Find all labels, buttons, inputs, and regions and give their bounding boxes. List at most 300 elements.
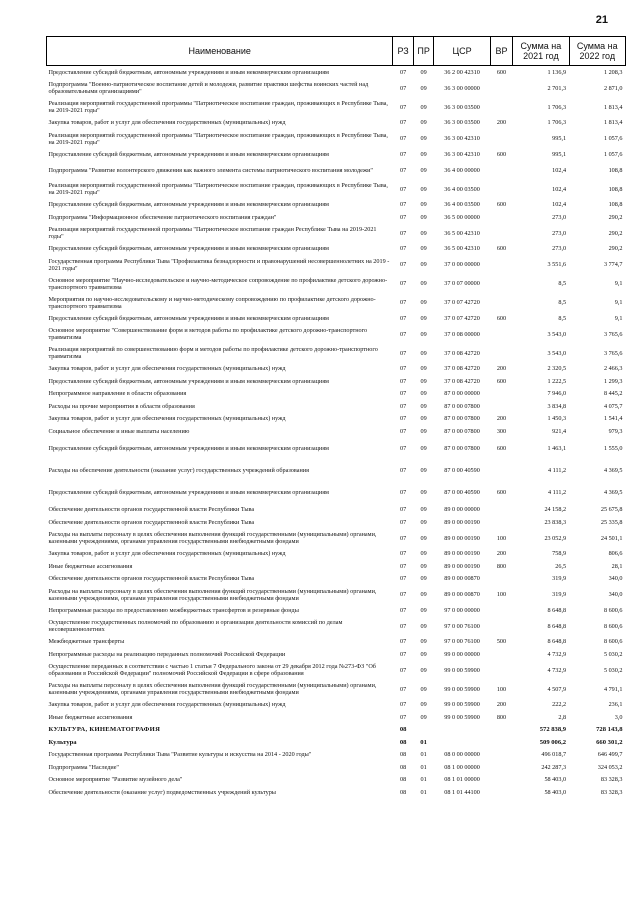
- row-rz: 07: [400, 314, 407, 322]
- row-csr: 36 5 00 42310: [444, 229, 480, 237]
- row-pr: 09: [420, 280, 427, 287]
- row-sum-2021: 3 543,0: [547, 330, 567, 338]
- row-sum-2021: 496 018,7: [541, 751, 567, 759]
- row-name: Реализация мероприятий государственной программы "Патриотическое воспитание граждан, проживающих в Республике Тыва, на 2019-2021 годы": [48, 182, 388, 196]
- row-name: Государственная программа Республики Тыва "Профилактика безнадзорности и правонарушений несовершеннолетних на 2019 - 2021 годы": [48, 257, 390, 272]
- row-rz: 07: [400, 562, 407, 570]
- row-sum-2021: 4 732,9: [547, 650, 567, 658]
- row-rz: 07: [400, 84, 407, 92]
- row-pr: 09: [420, 650, 427, 658]
- row-pr: 09: [420, 103, 427, 111]
- row-vr: [490, 325, 513, 344]
- row-rz: 07: [400, 68, 407, 76]
- row-sum-2021: 102,4: [552, 201, 567, 209]
- row-pr: 09: [420, 534, 427, 542]
- row-vr: 600: [496, 445, 507, 452]
- row-csr: 89 0 00 00190: [444, 534, 480, 542]
- row-sum-2021: 2,8: [558, 713, 567, 721]
- row-rz: 07: [400, 713, 407, 721]
- row-vr: [490, 161, 513, 180]
- table-row: [47, 224, 626, 243]
- row-sum-2022: 8 600,6: [603, 638, 623, 646]
- row-sum-2021: 3 543,0: [547, 349, 567, 357]
- row-rz: 07: [400, 427, 407, 435]
- row-rz: 07: [400, 415, 407, 423]
- row-sum-2022: 290,2: [608, 229, 623, 237]
- row-sum-2021: 8,5: [558, 314, 567, 322]
- row-pr: 09: [420, 150, 427, 158]
- row-csr: 36 5 00 42310: [444, 245, 480, 253]
- table-row: [47, 117, 626, 130]
- row-sum-2021: 273,0: [552, 229, 567, 237]
- row-sum-2021: 3 551,6: [547, 261, 567, 268]
- table-row: [47, 79, 626, 98]
- row-name: Предоставление субсидий бюджетным, автономным учреждениям и иным некоммерческим организациям: [48, 150, 329, 158]
- row-vr: 100: [496, 591, 507, 598]
- row-csr: 89 0 00 00190: [444, 550, 480, 558]
- row-sum-2021: 4 732,9: [547, 666, 567, 674]
- row-vr: 600: [496, 314, 507, 322]
- row-csr: 97 0 00 76100: [444, 622, 480, 630]
- row-name: Иные бюджетные ассигнования: [48, 562, 133, 570]
- col-header-rz: РЗ: [393, 37, 413, 66]
- row-rz: 07: [400, 150, 407, 158]
- row-vr: 600: [496, 245, 507, 253]
- row-sum-2022: 1 057,6: [603, 150, 623, 158]
- row-vr: [490, 180, 513, 199]
- row-csr: 87 0 00 07800: [444, 402, 480, 410]
- row-vr: [490, 224, 513, 243]
- row-csr: 36 3 00 42310: [444, 150, 480, 158]
- row-pr: 01: [420, 776, 427, 784]
- table-row: [47, 460, 626, 482]
- row-pr: 09: [420, 427, 427, 435]
- row-vr: [490, 460, 513, 482]
- row-rz: 07: [400, 166, 407, 174]
- table-row: [47, 617, 626, 636]
- row-name: Расходы на обеспечение деятельности (оказание услуг) государственных учреждений образования: [48, 467, 309, 474]
- row-csr: 99 0 00 59900: [444, 701, 480, 709]
- table-row: [47, 516, 626, 529]
- row-sum-2021: 102,4: [552, 185, 567, 193]
- row-name: Реализация мероприятий государственной программы "Патриотическое воспитание граждан, проживающих в Республике Тыва, на 2019-2021 годы": [48, 131, 388, 146]
- row-vr: [490, 774, 513, 787]
- row-vr: 600: [496, 68, 507, 76]
- row-vr: 600: [496, 489, 507, 496]
- row-pr: 09: [420, 166, 427, 174]
- row-sum-2021: 2 320,5: [547, 365, 567, 373]
- table-header-row: [47, 37, 626, 66]
- row-rz: 07: [400, 330, 407, 338]
- row-sum-2022: 236,1: [608, 701, 623, 709]
- row-csr: 36 3 00 03500: [444, 119, 480, 127]
- row-rz: 07: [400, 666, 407, 674]
- row-rz: 07: [400, 550, 407, 558]
- row-csr: 37 0 08 42720: [444, 365, 480, 373]
- row-rz: 07: [400, 365, 407, 373]
- row-sum-2021: 995,1: [552, 135, 567, 142]
- table-row: [47, 161, 626, 180]
- budget-table: [46, 36, 626, 799]
- table-row: [47, 400, 626, 413]
- table-row: [47, 363, 626, 376]
- row-csr: 89 0 00 00190: [444, 518, 480, 526]
- row-csr: 89 0 00 00870: [444, 575, 480, 583]
- row-rz: 07: [400, 349, 407, 357]
- row-pr: 09: [420, 299, 427, 306]
- table-row: [47, 129, 626, 148]
- row-sum-2022: 24 501,1: [600, 534, 623, 542]
- row-sum-2021: 4 111,2: [547, 467, 567, 474]
- row-name: Закупка товаров, работ и услуг для обеспечения государственных (муниципальных) нужд: [48, 415, 286, 423]
- row-csr: 99 0 00 00000: [444, 650, 480, 658]
- table-row: [47, 504, 626, 517]
- row-csr: [434, 736, 490, 749]
- row-vr: [490, 661, 513, 680]
- row-name: Предоставление субсидий бюджетным, автономным учреждениям и иным некоммерческим организациям: [48, 201, 329, 209]
- row-sum-2021: 921,4: [552, 427, 567, 435]
- row-pr: 09: [420, 666, 427, 674]
- page-number: 21: [595, 14, 608, 26]
- row-name: КУЛЬТУРА, КИНЕМАТОГРАФИЯ: [48, 726, 161, 734]
- row-csr: [434, 724, 490, 737]
- row-vr: 300: [496, 427, 507, 435]
- row-sum-2022: 83 328,3: [600, 788, 623, 796]
- row-sum-2022: 1 057,6: [603, 135, 623, 142]
- row-csr: 37 0 07 42720: [444, 299, 480, 306]
- row-rz: 07: [400, 390, 407, 398]
- row-pr: 09: [420, 135, 427, 142]
- row-sum-2022: 324 053,2: [597, 763, 623, 771]
- row-pr: 09: [420, 591, 427, 598]
- table-row: [47, 438, 626, 460]
- row-vr: [490, 129, 513, 148]
- row-pr: 09: [420, 489, 427, 496]
- row-pr: 09: [420, 467, 427, 474]
- row-vr: 800: [496, 562, 507, 570]
- row-pr: 09: [420, 622, 427, 630]
- row-rz: 08: [399, 726, 407, 734]
- row-sum-2022: 340,0: [608, 591, 623, 598]
- row-pr: [413, 724, 433, 737]
- row-rz: 07: [400, 518, 407, 526]
- table-row: [47, 736, 626, 749]
- row-pr: 09: [420, 314, 427, 322]
- row-pr: 01: [420, 788, 427, 796]
- row-rz: 07: [400, 650, 407, 658]
- row-vr: [490, 749, 513, 762]
- row-vr: [490, 211, 513, 224]
- row-name: Основное мероприятие "Научно-исследовательское и научно-методическое сопровождение по профилактике детского дорожно-транспортного травматизма: [48, 276, 388, 291]
- row-vr: [490, 98, 513, 117]
- row-sum-2021: 8 648,8: [547, 622, 567, 630]
- table-row: [47, 761, 626, 774]
- row-sum-2022: 108,8: [608, 166, 623, 174]
- row-sum-2021: 995,1: [552, 150, 567, 158]
- row-csr: 08 1 01 00000: [444, 776, 480, 784]
- row-csr: 87 0 00 40590: [444, 467, 480, 474]
- table-row: [47, 749, 626, 762]
- row-pr: 01: [420, 763, 427, 771]
- row-rz: 07: [400, 685, 407, 693]
- table-row: [47, 680, 626, 699]
- row-sum-2021: 4 507,9: [547, 685, 567, 693]
- row-name: Непрограммные расходы по предоставлению межбюджетных трансфертов и резервные фонды: [48, 606, 299, 614]
- row-sum-2022: 9,1: [614, 299, 623, 306]
- table-body: [47, 66, 626, 799]
- row-name: Подпрограмма "Наследие": [48, 763, 119, 771]
- row-csr: 99 0 00 59900: [444, 666, 480, 674]
- row-sum-2021: 8,5: [558, 299, 567, 306]
- row-pr: 09: [420, 84, 427, 92]
- row-name: Реализация мероприятий по совершенствованию форм и методов работы по профилактике детского дорожно-транспортного травматизма: [48, 346, 378, 360]
- row-pr: 09: [420, 229, 427, 237]
- row-csr: 37 0 07 42720: [444, 314, 480, 322]
- row-rz: 07: [400, 245, 407, 253]
- row-name: Обеспечение деятельности (оказание услуг) подведомственных учреждений культуры: [48, 788, 276, 796]
- row-rz: 07: [400, 402, 407, 410]
- row-csr: 99 0 00 59900: [444, 713, 480, 721]
- row-name: Культура: [48, 738, 77, 746]
- row-pr: 09: [420, 638, 427, 646]
- row-rz: 07: [400, 229, 407, 237]
- row-name: Предоставление субсидий бюджетным, автономным учреждениям и иным некоммерческим организациям: [48, 245, 329, 253]
- row-sum-2022: 979,3: [608, 427, 623, 435]
- row-sum-2022: 4 075,7: [603, 402, 623, 410]
- table-row: [47, 560, 626, 573]
- row-sum-2022: 290,2: [608, 245, 623, 253]
- row-pr: 09: [420, 119, 427, 127]
- row-sum-2021: 1 222,5: [547, 377, 567, 385]
- table-row: [47, 312, 626, 325]
- row-name: Социальное обеспечение и иные выплаты населению: [48, 427, 190, 435]
- row-sum-2021: 23 838,3: [544, 518, 567, 526]
- row-name: Непрограммные расходы на реализацию переданных полномочий Российской Федерации: [48, 650, 286, 658]
- row-name: Предоставление субсидий бюджетным, автономным учреждениям и иным некоммерческим организациям: [48, 68, 329, 76]
- row-csr: 37 0 08 42720: [444, 349, 480, 357]
- row-rz: 07: [400, 185, 407, 193]
- row-csr: 87 0 00 07800: [444, 427, 480, 435]
- row-sum-2021: 2 701,3: [547, 84, 567, 92]
- row-vr: [490, 79, 513, 98]
- row-name: Закупка товаров, работ и услуг для обеспечения государственных (муниципальных) нужд: [48, 701, 286, 709]
- table-row: [47, 604, 626, 617]
- row-csr: 37 0 00 00000: [444, 261, 480, 268]
- row-vr: 500: [496, 638, 507, 646]
- row-sum-2021: 4 111,2: [547, 489, 567, 496]
- row-sum-2022: 108,8: [608, 201, 623, 209]
- row-name: Закупка товаров, работ и услуг для обеспечения государственных (муниципальных) нужд: [48, 365, 286, 373]
- row-sum-2021: 572 838,9: [539, 726, 567, 734]
- row-name: Обеспечение деятельности органов государственной власти Республики Тыва: [48, 575, 255, 583]
- row-sum-2022: 3,0: [614, 713, 623, 721]
- col-header-name: Наименование: [47, 37, 393, 66]
- row-csr: 08 1 01 44100: [444, 788, 480, 796]
- row-vr: 200: [496, 701, 507, 709]
- row-rz: 07: [400, 377, 407, 385]
- row-vr: 600: [496, 201, 507, 209]
- row-sum-2022: 5 030,2: [603, 650, 623, 658]
- row-sum-2022: 3 765,6: [603, 349, 623, 357]
- row-name: Предоставление субсидий бюджетным, автономным учреждениям и иным некоммерческим организациям: [48, 314, 329, 322]
- row-pr: 09: [420, 402, 427, 410]
- row-vr: [490, 761, 513, 774]
- row-sum-2021: 3 834,8: [547, 402, 567, 410]
- row-csr: 97 0 00 00000: [444, 606, 480, 614]
- row-pr: 09: [420, 713, 427, 721]
- col-header-vr: ВР: [490, 37, 513, 66]
- table-row: [47, 661, 626, 680]
- row-sum-2022: 28,1: [611, 562, 623, 570]
- row-sum-2022: 4 369,5: [603, 489, 623, 496]
- row-vr: [490, 736, 513, 749]
- row-rz: 07: [400, 591, 407, 598]
- row-vr: [490, 573, 513, 586]
- row-pr: 09: [420, 685, 427, 693]
- row-vr: [490, 648, 513, 661]
- row-pr: 09: [420, 68, 427, 76]
- row-rz: 07: [400, 261, 407, 268]
- row-name: Предоставление субсидий бюджетным, автономным учреждениям и иным некоммерческим организациям: [48, 377, 329, 385]
- row-name: Обеспечение деятельности органов государственной власти Республики Тыва: [48, 506, 255, 514]
- row-vr: 800: [496, 713, 507, 721]
- row-rz: 07: [400, 622, 407, 630]
- row-sum-2022: 1 541,4: [603, 415, 623, 423]
- row-name: Закупка товаров, работ и услуг для обеспечения государственных (муниципальных) нужд: [48, 550, 286, 558]
- row-csr: 89 0 00 00870: [444, 591, 480, 598]
- row-name: Расходы на выплаты персоналу в целях обеспечения выполнения функций государственными (муниципальными) органами, казенными учреждениями, органами управления государственными внебюджетными фондами: [48, 531, 377, 545]
- table-row: [47, 66, 626, 79]
- row-rz: 07: [400, 299, 407, 306]
- row-sum-2021: 242 287,3: [541, 763, 567, 771]
- row-sum-2021: 8 648,8: [547, 606, 567, 614]
- table-row: [47, 699, 626, 712]
- row-csr: 89 0 00 00000: [444, 506, 480, 514]
- row-sum-2021: 8 648,8: [547, 638, 567, 646]
- row-name: Подпрограмма "Военно-патриотическое воспитание детей и молодежи, развитие практики шефства воинских частей над образовательными организациями": [48, 81, 369, 95]
- row-vr: 200: [496, 119, 507, 127]
- table-row: [47, 293, 626, 312]
- table-row: [47, 375, 626, 388]
- row-sum-2022: 8 600,6: [603, 622, 623, 630]
- row-csr: 99 0 00 59900: [444, 685, 480, 693]
- row-vr: [490, 344, 513, 363]
- row-vr: 200: [496, 365, 507, 373]
- row-sum-2022: 8 600,6: [603, 606, 623, 614]
- col-header-sum-2022: Сумма на 2022 год: [569, 37, 625, 66]
- row-vr: [490, 388, 513, 401]
- row-rz: 07: [400, 119, 407, 127]
- row-sum-2022: 9,1: [614, 280, 623, 287]
- table-row: [47, 325, 626, 344]
- row-sum-2022: 5 030,2: [603, 666, 623, 674]
- row-sum-2022: 8 445,2: [603, 390, 623, 398]
- row-rz: 08: [400, 776, 407, 784]
- row-rz: 07: [400, 575, 407, 583]
- row-rz: 07: [400, 701, 407, 709]
- row-vr: [490, 786, 513, 799]
- row-rz: 07: [400, 534, 407, 542]
- table-row: [47, 243, 626, 256]
- row-pr: 01: [420, 751, 427, 759]
- row-csr: 89 0 00 00190: [444, 562, 480, 570]
- row-csr: 36 3 00 03500: [444, 103, 480, 111]
- row-name: Предоставление субсидий бюджетным, автономным учреждениям и иным некоммерческим организациям: [48, 489, 329, 496]
- row-csr: 37 0 08 00000: [444, 330, 480, 338]
- row-sum-2022: 3 765,6: [603, 330, 623, 338]
- table-row: [47, 786, 626, 799]
- row-sum-2021: 1 450,3: [547, 415, 567, 423]
- row-rz: 07: [400, 103, 407, 111]
- row-vr: [490, 293, 513, 312]
- row-name: Мероприятия по научно-исследовательскому и научно-методическому сопровождению по профилактике детского дорожно-транспортного травматизма: [48, 295, 376, 310]
- table-row: [47, 180, 626, 199]
- row-sum-2022: 83 328,3: [600, 776, 623, 784]
- row-sum-2022: 806,6: [608, 550, 623, 558]
- col-header-csr: ЦСР: [434, 37, 490, 66]
- row-sum-2022: 4 369,5: [603, 467, 623, 474]
- row-sum-2021: 1 136,9: [547, 68, 567, 76]
- row-sum-2021: 273,0: [552, 213, 567, 221]
- row-sum-2022: 2 871,0: [603, 84, 623, 92]
- row-sum-2022: 25 335,8: [600, 518, 623, 526]
- row-pr: 09: [420, 415, 427, 423]
- row-csr: 36 2 00 42310: [444, 68, 480, 76]
- row-vr: [490, 724, 513, 737]
- row-rz: 07: [400, 606, 407, 614]
- row-vr: [490, 617, 513, 636]
- row-pr: 09: [420, 330, 427, 338]
- row-sum-2021: 222,2: [552, 701, 567, 709]
- row-csr: 97 0 00 76100: [444, 638, 480, 646]
- row-sum-2021: 758,9: [552, 550, 567, 558]
- row-name: Иные бюджетные ассигнования: [48, 713, 133, 721]
- row-sum-2021: 26,5: [555, 562, 567, 570]
- row-pr: 09: [420, 606, 427, 614]
- row-rz: 08: [400, 763, 407, 771]
- row-sum-2022: 2 466,3: [603, 365, 623, 373]
- row-vr: 100: [496, 685, 507, 693]
- row-vr: 600: [496, 377, 507, 385]
- row-sum-2022: 4 791,1: [603, 685, 623, 693]
- table-row: [47, 344, 626, 363]
- row-sum-2022: 1 813,4: [603, 119, 623, 127]
- table-row: [47, 211, 626, 224]
- row-sum-2021: 58 403,0: [544, 776, 567, 784]
- row-sum-2022: 1 208,3: [603, 68, 623, 76]
- row-vr: 600: [496, 150, 507, 158]
- row-name: Расходы на выплаты персоналу в целях обеспечения выполнения функций государственными (муниципальными) органами, казенными учреждениями, органами управления государственными внебюджетными фондами: [48, 682, 377, 696]
- row-csr: 36 4 00 00000: [444, 166, 480, 174]
- row-sum-2021: 273,0: [552, 245, 567, 253]
- row-sum-2021: 8,5: [558, 280, 567, 287]
- row-rz: 08: [399, 738, 407, 746]
- row-rz: 07: [400, 135, 407, 142]
- row-rz: 07: [400, 638, 407, 646]
- row-name: Осуществление переданных в соответствии с частью 1 статьи 7 Федерального закона от 29 декабря 2012 года №273-ФЗ "Об образовании в Российской Федерации" полномочий Российской Федерации в сфере образования: [48, 663, 376, 677]
- row-pr: 09: [420, 445, 427, 452]
- row-sum-2021: 509 006,2: [539, 738, 567, 746]
- row-sum-2022: 3 774,7: [603, 261, 623, 268]
- table-row: [47, 425, 626, 438]
- row-name: Подпрограмма "Развитие волонтерского движения как важного элемента системы патриотического воспитания молодежи": [48, 166, 373, 174]
- table-row: [47, 573, 626, 586]
- row-vr: [490, 504, 513, 517]
- row-name: Межбюджетные трансферты: [48, 638, 125, 646]
- row-csr: 37 0 07 00000: [444, 280, 480, 287]
- row-csr: 36 3 00 42310: [444, 135, 480, 142]
- table-row: [47, 636, 626, 649]
